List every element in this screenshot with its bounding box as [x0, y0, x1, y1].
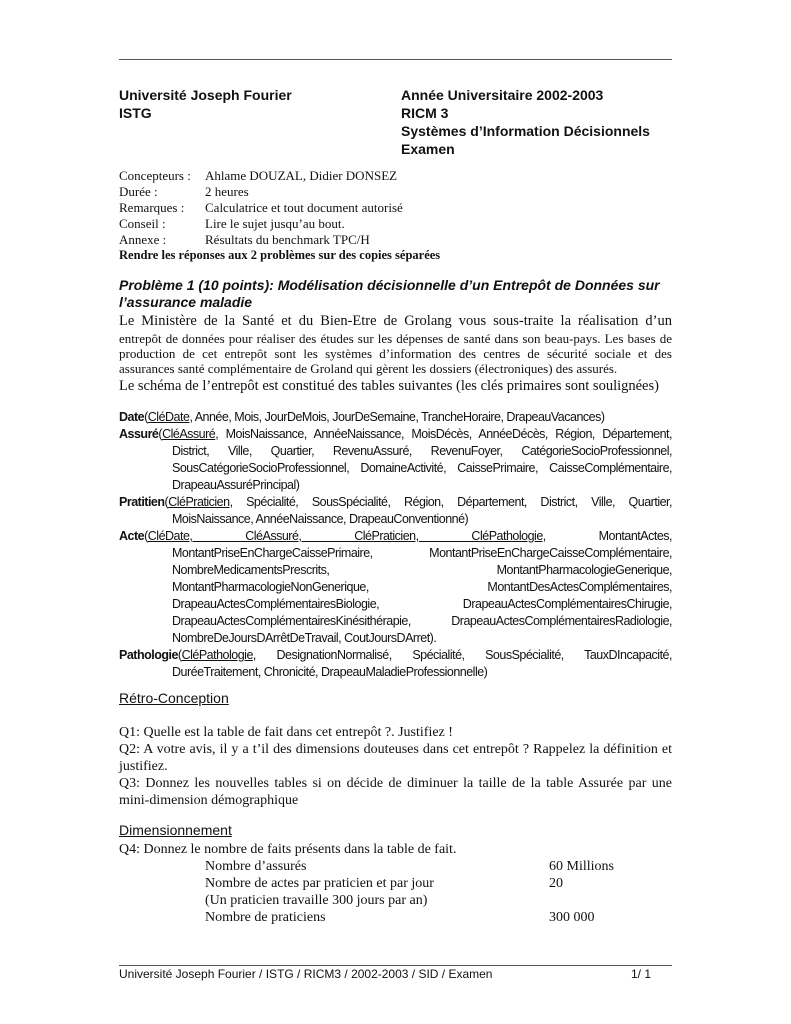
exam-label: Examen: [401, 141, 455, 157]
section-retro-conception: Rétro-Conception: [119, 690, 229, 706]
table-praticien: Pratitien(CléPraticien, Spécialité, SousSpécialité, Région, Département, District, Ville, Quartier, MoisNaissance, AnnéeNaissance, DrapeauConventionné): [119, 495, 672, 526]
notice: Rendre les réponses aux 2 problèmes sur des copies séparées: [119, 248, 441, 262]
meta-row: [119, 232, 672, 248]
primary-key: CléAssuré: [162, 427, 216, 441]
dim-row: [205, 892, 645, 909]
dim-label: Nombre de actes par praticien et par jour: [205, 876, 434, 891]
table-assure: Assuré(CléAssuré, MoisNaissance, AnnéeNaissance, MoisDécès, AnnéeDécès, Région, Département, District, Ville, Quartier, RevenuAssuré, RevenuFoyer, CatégorieSocioProfessionnel, SousCatégorieSocioProfessionnel, DomaineActivité, CaissePrimaire, CaisseComplémentaire, DrapeauAssuréPrincipal): [119, 427, 672, 492]
table-name: Pathologie: [119, 648, 178, 662]
dim-value: 60 Millions: [549, 859, 614, 874]
meta-value: Ahlame DOUZAL, Didier DONSEZ: [205, 168, 398, 183]
school-name: ISTG: [119, 105, 152, 121]
schema: [119, 409, 672, 681]
header-left: [119, 86, 292, 122]
meta-row: [119, 168, 672, 184]
meta-value: Lire le sujet jusqu’au bout.: [205, 216, 345, 231]
table-columns: , MoisNaissance, AnnéeNaissance, MoisDécès, AnnéeDécès, Région, Département, District, Ville, Quartier, RevenuAssuré, RevenuFoyer, CatégorieSocioProfessionnel, SousCatégorieSocioProfessionnel, DomaineActivité, CaissePrimaire, CaisseComplémentaire, DrapeauAssuréPrincipal): [172, 427, 672, 492]
meta-row: [119, 184, 672, 200]
table-pathologie: Pathologie(CléPathologie, DesignationNormalisé, Spécialité, SousSpécialité, TauxDIncapacité, DuréeTraitement, Chronicité, DrapeauMaladieProfessionnelle): [119, 648, 672, 679]
intro-first-line: Le Ministère de la Santé et du Bien-Etre de Grolang vous sous-traite la réalisation d’un: [119, 313, 672, 329]
dim-label: Nombre de praticiens: [205, 910, 326, 925]
table-name: Acte: [119, 529, 145, 543]
table-acte: Acte(CléDate, CléAssuré, CléPraticien, CléPathologie, MontantActes, MontantPriseEnChargeCaissePrimaire, MontantPriseEnChargeCaisseComplémentaire, NombreMedicamentsPrescrits, MontantPharmacologieGenerique, MontantPharmacologieNonGenerique, MontantDesActesComplémentaires, DrapeauActesComplémentairesBiologie, DrapeauActesComplémentairesChirugie, DrapeauActesComplémentairesKinésithérapie, DrapeauActesComplémentairesRadiologie, NombreDeJoursDArrêtDeTravail, CoutJoursDArret).: [119, 529, 672, 645]
primary-key: CléDate, CléAssuré, CléPraticien, CléPathologie,: [147, 529, 546, 543]
table-name: Pratitien: [119, 495, 165, 509]
dimension-table: [205, 858, 645, 926]
question-q2: Q2: A votre avis, il y a t’il des dimensions douteuses dans cet entrepôt ? Rappelez la définition et justifiez.: [119, 742, 672, 774]
meta-value: Résultats du benchmark TPC/H: [205, 232, 370, 247]
dim-value: 300 000: [549, 910, 595, 925]
dim-label: Nombre d’assurés: [205, 859, 307, 874]
primary-key: CléPraticien: [168, 495, 230, 509]
dim-label: (Un praticien travaille 300 jours par an): [205, 893, 428, 908]
dim-row: [205, 875, 645, 892]
intro-body: entrepôt de données pour réaliser des études sur les dépenses de santé dans son beau-pays. Les bases de production de cet entrepôt sont les systèmes d’information des centres de sécurité sociale et des assurances santé complémentaire de Groland qui gèrent les dossiers (électroniques) des assurés.: [119, 331, 672, 376]
meta-key: Durée :: [119, 184, 158, 199]
primary-key: CléDate: [147, 410, 190, 424]
question-q1: Q1: Quelle est la table de fait dans cet entrepôt ?. Justifiez !: [119, 725, 453, 740]
section-dimensionnement: Dimensionnement: [119, 822, 232, 838]
top-rule: [119, 59, 672, 60]
table-columns: , DesignationNormalisé, Spécialité, SousSpécialité, TauxDIncapacité, DuréeTraitement, Chronicité, DrapeauMaladieProfessionnelle): [172, 648, 672, 679]
academic-year: Année Universitaire 2002-2003: [401, 87, 604, 103]
meta-key: Conseil :: [119, 216, 166, 231]
table-date: Date(CléDate, Année, Mois, JourDeMois, JourDeSemaine, TrancheHoraire, DrapeauVacances): [119, 410, 605, 424]
header-right: [401, 86, 650, 158]
question-q3: Q3: Donnez les nouvelles tables si on décide de diminuer la taille de la table Assurée par une mini-dimension démographique: [119, 776, 672, 808]
meta-value: Calculatrice et tout document autorisé: [205, 200, 403, 215]
problem-title: Problème 1 (10 points): Modélisation décisionnelle d’un Entrepôt de Données sur l’assurance maladie: [119, 277, 660, 310]
intro-last-line: Le schéma de l’entrepôt est constitué des tables suivantes (les clés primaires sont soulignées): [119, 378, 659, 394]
dim-value: 20: [549, 876, 563, 891]
footer-rule: [119, 965, 672, 966]
program: RICM 3: [401, 105, 449, 121]
table-columns: , Spécialité, SousSpécialité, Région, Département, District, Ville, Quartier, MoisNaissance, AnnéeNaissance, DrapeauConventionné): [172, 495, 672, 526]
exam-meta: [119, 168, 672, 250]
retro-questions: [119, 724, 672, 809]
meta-row: [119, 216, 672, 232]
course-title: Systèmes d’Information Décisionnels: [401, 123, 650, 139]
table-columns: , Année, Mois, JourDeMois, JourDeSemaine, TrancheHoraire, DrapeauVacances): [189, 410, 605, 424]
footer-page-number: 1/ 1: [631, 967, 652, 981]
meta-key: Annexe :: [119, 232, 167, 247]
meta-key: Concepteurs :: [119, 168, 191, 183]
university-name: Université Joseph Fourier: [119, 87, 292, 103]
primary-key: CléPathologie: [181, 648, 253, 662]
table-columns: MontantActes, MontantPriseEnChargeCaissePrimaire, MontantPriseEnChargeCaisseComplémentaire, NombreMedicamentsPrescrits, MontantPharmacologieGenerique, MontantPharmacologieNonGenerique, MontantDesActesComplémentaires, DrapeauActesComplémentairesBiologie, DrapeauActesComplémentairesChirugie, DrapeauActesComplémentairesKinésithérapie, DrapeauActesComplémentairesRadiologie, NombreDeJoursDArrêtDeTravail, CoutJoursDArret).: [172, 529, 672, 645]
meta-row: [119, 200, 672, 216]
meta-value: 2 heures: [205, 184, 249, 199]
question-q4: Q4: Donnez le nombre de faits présents dans la table de fait.: [119, 842, 457, 857]
footer-left: Université Joseph Fourier / ISTG / RICM3 / 2002-2003 / SID / Examen: [119, 967, 493, 981]
table-name: Date: [119, 410, 145, 424]
meta-key: Remarques :: [119, 200, 185, 215]
table-name: Assuré: [119, 427, 159, 441]
dim-row: [205, 909, 645, 926]
dim-row: [205, 858, 645, 875]
